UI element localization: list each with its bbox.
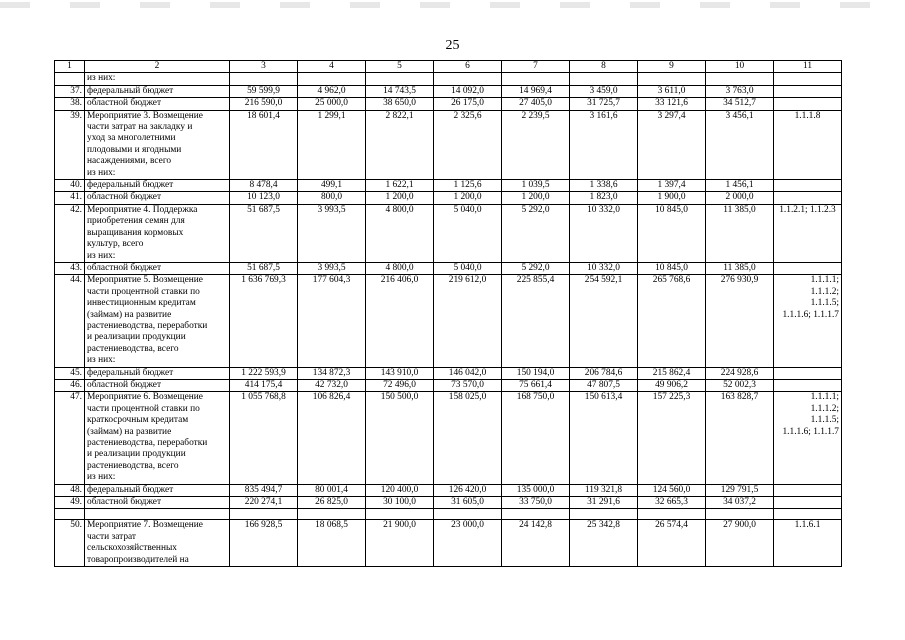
row-number bbox=[55, 73, 85, 85]
row-name-line: (займам) на развитие bbox=[87, 309, 172, 320]
value-cell: 47 807,5 bbox=[570, 379, 638, 391]
row-number: 50. bbox=[55, 520, 85, 567]
value-cell: 24 142,8 bbox=[502, 520, 570, 567]
row-name-line: федеральный бюджет bbox=[87, 367, 174, 378]
value-cell: 1 200,0 bbox=[502, 192, 570, 204]
row-name-line: приобретения семян для bbox=[87, 216, 185, 227]
value-cell bbox=[366, 73, 434, 85]
value-cell bbox=[434, 73, 502, 85]
value-cell: 5 292,0 bbox=[502, 204, 570, 262]
row-number: 45. bbox=[55, 367, 85, 379]
budget-table-container bbox=[54, 60, 842, 567]
row-name bbox=[85, 520, 230, 567]
value-cell: 2 325,6 bbox=[434, 110, 502, 179]
value-cell: 14 092,0 bbox=[434, 85, 502, 97]
value-cell: 3 611,0 bbox=[638, 85, 706, 97]
value-cell: 219 612,0 bbox=[434, 275, 502, 367]
value-cell: 126 420,0 bbox=[434, 484, 502, 496]
header-cell: 10 bbox=[706, 61, 774, 73]
value-cell: 3 456,1 bbox=[706, 110, 774, 179]
table-row bbox=[55, 379, 842, 391]
row-name-line: части затрат bbox=[87, 531, 137, 542]
row-name-line: из них: bbox=[87, 73, 116, 84]
reference-cell bbox=[774, 98, 842, 110]
row-name bbox=[85, 275, 230, 367]
value-cell: 2 239,5 bbox=[502, 110, 570, 179]
table-row bbox=[55, 192, 842, 204]
value-cell: 5 292,0 bbox=[502, 262, 570, 274]
value-cell: 31 605,0 bbox=[434, 497, 502, 509]
value-cell: 51 687,5 bbox=[230, 204, 298, 262]
value-cell: 1 125,6 bbox=[434, 180, 502, 192]
reference-cell bbox=[774, 520, 842, 567]
value-cell: 18 068,5 bbox=[298, 520, 366, 567]
spacer-cell bbox=[570, 509, 638, 520]
value-cell: 150 194,0 bbox=[502, 367, 570, 379]
row-name-line: Мероприятие 4. Поддержка bbox=[87, 204, 198, 215]
value-cell: 143 910,0 bbox=[366, 367, 434, 379]
value-cell: 52 002,3 bbox=[706, 379, 774, 391]
value-cell: 49 906,2 bbox=[638, 379, 706, 391]
table-row bbox=[55, 204, 842, 262]
value-cell: 18 601,4 bbox=[230, 110, 298, 179]
value-cell: 11 385,0 bbox=[706, 204, 774, 262]
value-cell: 27 405,0 bbox=[502, 98, 570, 110]
header-cell: 2 bbox=[85, 61, 230, 73]
row-name-line: части процентной ставки по bbox=[87, 403, 200, 414]
value-cell: 23 000,0 bbox=[434, 520, 502, 567]
value-cell: 73 570,0 bbox=[434, 379, 502, 391]
table-row bbox=[55, 520, 842, 567]
row-name-line: и реализации продукции bbox=[87, 332, 186, 343]
value-cell: 1 200,0 bbox=[434, 192, 502, 204]
table-row bbox=[55, 484, 842, 496]
row-name-line: федеральный бюджет bbox=[87, 85, 174, 96]
spacer-cell bbox=[85, 509, 230, 520]
table-row bbox=[55, 275, 842, 367]
value-cell: 150 613,4 bbox=[570, 392, 638, 484]
row-number: 42. bbox=[55, 204, 85, 262]
value-cell: 800,0 bbox=[298, 192, 366, 204]
value-cell: 835 494,7 bbox=[230, 484, 298, 496]
value-cell: 4 962,0 bbox=[298, 85, 366, 97]
value-cell: 276 930,9 bbox=[706, 275, 774, 367]
value-cell: 8 478,4 bbox=[230, 180, 298, 192]
table-row bbox=[55, 262, 842, 274]
row-number: 38. bbox=[55, 98, 85, 110]
value-cell: 25 000,0 bbox=[298, 98, 366, 110]
value-cell: 215 862,4 bbox=[638, 367, 706, 379]
row-name bbox=[85, 262, 230, 274]
row-name bbox=[85, 392, 230, 484]
value-cell: 3 459,0 bbox=[570, 85, 638, 97]
row-number: 48. bbox=[55, 484, 85, 496]
header-cell: 7 bbox=[502, 61, 570, 73]
reference-cell bbox=[774, 497, 842, 509]
value-cell: 168 750,0 bbox=[502, 392, 570, 484]
row-name-line: из них: bbox=[87, 250, 116, 261]
header-cell: 6 bbox=[434, 61, 502, 73]
value-cell: 10 123,0 bbox=[230, 192, 298, 204]
reference-line: 1.1.1.5; bbox=[810, 298, 839, 309]
value-cell: 216 590,0 bbox=[230, 98, 298, 110]
value-cell: 10 845,0 bbox=[638, 262, 706, 274]
value-cell: 163 828,7 bbox=[706, 392, 774, 484]
value-cell: 21 900,0 bbox=[366, 520, 434, 567]
value-cell: 157 225,3 bbox=[638, 392, 706, 484]
reference-line: 1.1.1.2; bbox=[810, 403, 839, 414]
row-name-line: областной бюджет bbox=[87, 192, 162, 203]
row-name-line: Мероприятие 6. Возмещение bbox=[87, 392, 203, 403]
table-row bbox=[55, 367, 842, 379]
row-number: 37. bbox=[55, 85, 85, 97]
value-cell: 220 274,1 bbox=[230, 497, 298, 509]
row-name-line: областной бюджет bbox=[87, 98, 162, 109]
row-name-line: из них: bbox=[87, 355, 116, 366]
value-cell: 33 121,6 bbox=[638, 98, 706, 110]
row-number: 40. bbox=[55, 180, 85, 192]
row-name-line: плодовыми и ягодными bbox=[87, 144, 182, 155]
table-row bbox=[55, 98, 842, 110]
row-number: 46. bbox=[55, 379, 85, 391]
value-cell: 5 040,0 bbox=[434, 204, 502, 262]
value-cell: 72 496,0 bbox=[366, 379, 434, 391]
row-name-line: областной бюджет bbox=[87, 379, 162, 390]
value-cell: 146 042,0 bbox=[434, 367, 502, 379]
value-cell: 34 512,7 bbox=[706, 98, 774, 110]
value-cell: 177 604,3 bbox=[298, 275, 366, 367]
row-number: 43. bbox=[55, 262, 85, 274]
table-row bbox=[55, 110, 842, 179]
row-number: 49. bbox=[55, 497, 85, 509]
spacer-cell bbox=[366, 509, 434, 520]
scan-edge bbox=[0, 2, 905, 8]
value-cell: 33 750,0 bbox=[502, 497, 570, 509]
header-cell: 1 bbox=[55, 61, 85, 73]
value-cell: 265 768,6 bbox=[638, 275, 706, 367]
reference-cell bbox=[774, 110, 842, 179]
header-cell: 11 bbox=[774, 61, 842, 73]
reference-line: 1.1.2.1; 1.1.2.3 bbox=[779, 204, 836, 215]
value-cell: 75 661,4 bbox=[502, 379, 570, 391]
reference-cell bbox=[774, 192, 842, 204]
value-cell: 224 928,6 bbox=[706, 367, 774, 379]
reference-line: 1.1.1.1; bbox=[810, 392, 839, 403]
row-name bbox=[85, 497, 230, 509]
value-cell: 119 321,8 bbox=[570, 484, 638, 496]
reference-cell bbox=[774, 262, 842, 274]
value-cell: 499,1 bbox=[298, 180, 366, 192]
value-cell: 158 025,0 bbox=[434, 392, 502, 484]
row-name-line: растениеводства, всего bbox=[87, 460, 179, 471]
reference-line: 1.1.1.8 bbox=[794, 110, 821, 121]
value-cell: 106 826,4 bbox=[298, 392, 366, 484]
budget-table bbox=[54, 60, 842, 567]
value-cell: 10 332,0 bbox=[570, 262, 638, 274]
row-name-line: культур, всего bbox=[87, 239, 144, 250]
value-cell: 3 161,6 bbox=[570, 110, 638, 179]
value-cell: 1 338,6 bbox=[570, 180, 638, 192]
value-cell: 414 175,4 bbox=[230, 379, 298, 391]
row-name-line: растениеводства, переработки bbox=[87, 438, 208, 448]
page-number: 25 bbox=[445, 38, 460, 53]
value-cell: 4 800,0 bbox=[366, 204, 434, 262]
header-cell: 8 bbox=[570, 61, 638, 73]
row-name-line: краткосрочным кредитам bbox=[87, 415, 189, 426]
reference-cell bbox=[774, 379, 842, 391]
value-cell: 4 800,0 bbox=[366, 262, 434, 274]
value-cell: 14 743,5 bbox=[366, 85, 434, 97]
value-cell: 32 665,3 bbox=[638, 497, 706, 509]
table-row bbox=[55, 73, 842, 85]
reference-cell bbox=[774, 484, 842, 496]
table-row bbox=[55, 85, 842, 97]
row-name-line: растениеводства, всего bbox=[87, 343, 179, 354]
value-cell: 27 900,0 bbox=[706, 520, 774, 567]
value-cell: 1 055 768,8 bbox=[230, 392, 298, 484]
spacer-cell bbox=[55, 509, 85, 520]
row-name bbox=[85, 73, 230, 85]
value-cell: 31 725,7 bbox=[570, 98, 638, 110]
reference-cell bbox=[774, 392, 842, 484]
value-cell: 1 456,1 bbox=[706, 180, 774, 192]
value-cell: 124 560,0 bbox=[638, 484, 706, 496]
row-name-line: областной бюджет bbox=[87, 262, 162, 273]
value-cell: 31 291,6 bbox=[570, 497, 638, 509]
row-number: 44. bbox=[55, 275, 85, 367]
value-cell: 14 969,4 bbox=[502, 85, 570, 97]
value-cell: 42 732,0 bbox=[298, 379, 366, 391]
row-name bbox=[85, 98, 230, 110]
value-cell bbox=[502, 73, 570, 85]
row-name-line: сельскохозяйственных bbox=[87, 543, 177, 554]
value-cell: 135 000,0 bbox=[502, 484, 570, 496]
row-name-line: части затрат на закладку и bbox=[87, 122, 193, 133]
value-cell: 1 636 769,3 bbox=[230, 275, 298, 367]
value-cell: 10 332,0 bbox=[570, 204, 638, 262]
reference-line: 1.1.1.6; 1.1.1.7 bbox=[782, 309, 839, 320]
value-cell: 10 845,0 bbox=[638, 204, 706, 262]
spacer-cell bbox=[774, 509, 842, 520]
value-cell: 1 397,4 bbox=[638, 180, 706, 192]
reference-cell bbox=[774, 180, 842, 192]
value-cell: 254 592,1 bbox=[570, 275, 638, 367]
value-cell bbox=[706, 73, 774, 85]
value-cell: 1 900,0 bbox=[638, 192, 706, 204]
value-cell bbox=[230, 73, 298, 85]
reference-cell bbox=[774, 73, 842, 85]
value-cell: 59 599,9 bbox=[230, 85, 298, 97]
value-cell: 34 037,2 bbox=[706, 497, 774, 509]
row-name-line: (займам) на развитие bbox=[87, 426, 172, 437]
row-number: 41. bbox=[55, 192, 85, 204]
row-name-line: растениеводства, переработки bbox=[87, 320, 208, 331]
row-name-line: инвестиционным кредитам bbox=[87, 298, 196, 309]
value-cell: 26 175,0 bbox=[434, 98, 502, 110]
reference-line: 1.1.6.1 bbox=[794, 520, 821, 531]
value-cell: 51 687,5 bbox=[230, 262, 298, 274]
value-cell: 3 993,5 bbox=[298, 204, 366, 262]
row-name bbox=[85, 204, 230, 262]
value-cell: 216 406,0 bbox=[366, 275, 434, 367]
row-name bbox=[85, 180, 230, 192]
row-name-line: насаждениями, всего bbox=[87, 156, 172, 167]
value-cell bbox=[638, 73, 706, 85]
header-row bbox=[55, 61, 842, 73]
row-name bbox=[85, 85, 230, 97]
value-cell: 26 574,4 bbox=[638, 520, 706, 567]
header-cell: 5 bbox=[366, 61, 434, 73]
row-name-line: из них: bbox=[87, 167, 116, 178]
spacer-cell bbox=[502, 509, 570, 520]
value-cell: 206 784,6 bbox=[570, 367, 638, 379]
reference-cell bbox=[774, 85, 842, 97]
value-cell: 1 200,0 bbox=[366, 192, 434, 204]
value-cell: 30 100,0 bbox=[366, 497, 434, 509]
reference-line: 1.1.1.2; bbox=[810, 286, 839, 297]
row-name-line: федеральный бюджет bbox=[87, 180, 174, 191]
reference-cell bbox=[774, 204, 842, 262]
value-cell: 120 400,0 bbox=[366, 484, 434, 496]
value-cell: 134 872,3 bbox=[298, 367, 366, 379]
row-name-line: Мероприятие 3. Возмещение bbox=[87, 110, 203, 121]
header-cell: 3 bbox=[230, 61, 298, 73]
value-cell: 38 650,0 bbox=[366, 98, 434, 110]
value-cell: 1 823,0 bbox=[570, 192, 638, 204]
row-name-line: выращивания кормовых bbox=[87, 227, 184, 238]
table-row bbox=[55, 392, 842, 484]
row-name bbox=[85, 192, 230, 204]
row-name-line: уход за многолетними bbox=[87, 133, 176, 144]
table-body bbox=[55, 61, 842, 567]
row-number: 47. bbox=[55, 392, 85, 484]
value-cell bbox=[298, 73, 366, 85]
value-cell: 3 993,5 bbox=[298, 262, 366, 274]
value-cell: 1 222 593,9 bbox=[230, 367, 298, 379]
value-cell: 25 342,8 bbox=[570, 520, 638, 567]
header-cell: 4 bbox=[298, 61, 366, 73]
value-cell: 225 855,4 bbox=[502, 275, 570, 367]
reference-cell bbox=[774, 275, 842, 367]
reference-cell bbox=[774, 367, 842, 379]
row-name-line: Мероприятие 5. Возмещение bbox=[87, 275, 203, 286]
value-cell bbox=[570, 73, 638, 85]
value-cell: 129 791,5 bbox=[706, 484, 774, 496]
value-cell: 80 001,4 bbox=[298, 484, 366, 496]
value-cell: 11 385,0 bbox=[706, 262, 774, 274]
value-cell: 1 299,1 bbox=[298, 110, 366, 179]
table-row bbox=[55, 180, 842, 192]
value-cell: 2 000,0 bbox=[706, 192, 774, 204]
row-name-line: товаропроизводителей на bbox=[87, 554, 189, 565]
row-name bbox=[85, 110, 230, 179]
row-name-line: федеральный бюджет bbox=[87, 484, 174, 495]
reference-line: 1.1.1.1; bbox=[810, 275, 839, 286]
row-name-line: из них: bbox=[87, 472, 116, 483]
spacer-cell bbox=[298, 509, 366, 520]
row-name bbox=[85, 484, 230, 496]
row-number: 39. bbox=[55, 110, 85, 179]
value-cell: 2 822,1 bbox=[366, 110, 434, 179]
spacer-cell bbox=[706, 509, 774, 520]
value-cell: 3 297,4 bbox=[638, 110, 706, 179]
reference-line: 1.1.1.5; bbox=[810, 415, 839, 426]
value-cell: 5 040,0 bbox=[434, 262, 502, 274]
spacer-row bbox=[55, 509, 842, 520]
value-cell: 1 622,1 bbox=[366, 180, 434, 192]
header-cell: 9 bbox=[638, 61, 706, 73]
table-row bbox=[55, 497, 842, 509]
row-name-line: Мероприятие 7. Возмещение bbox=[87, 520, 203, 531]
row-name-line: областной бюджет bbox=[87, 497, 162, 508]
value-cell: 166 928,5 bbox=[230, 520, 298, 567]
row-name-line: и реализации продукции bbox=[87, 449, 186, 460]
reference-line: 1.1.1.6; 1.1.1.7 bbox=[782, 426, 839, 437]
spacer-cell bbox=[638, 509, 706, 520]
spacer-cell bbox=[434, 509, 502, 520]
value-cell: 3 763,0 bbox=[706, 85, 774, 97]
row-name bbox=[85, 367, 230, 379]
value-cell: 26 825,0 bbox=[298, 497, 366, 509]
value-cell: 1 039,5 bbox=[502, 180, 570, 192]
value-cell: 150 500,0 bbox=[366, 392, 434, 484]
row-name bbox=[85, 379, 230, 391]
row-name-line: части процентной ставки по bbox=[87, 286, 200, 297]
spacer-cell bbox=[230, 509, 298, 520]
